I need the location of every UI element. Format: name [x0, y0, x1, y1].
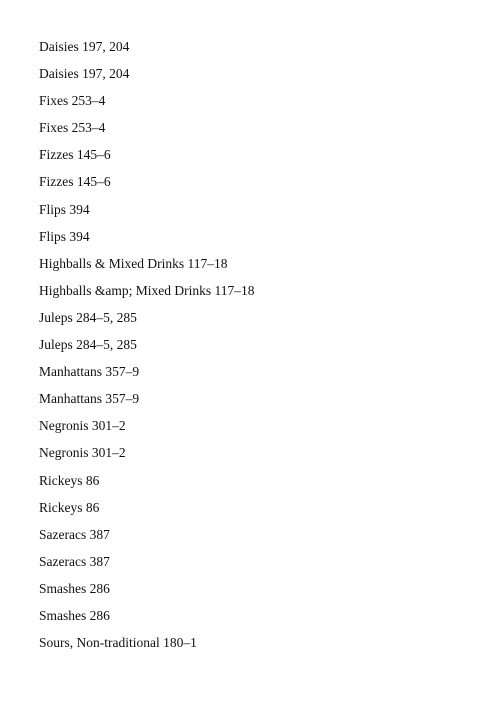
index-entry: Fixes 253–4: [39, 120, 106, 136]
index-entry: Rickeys 86: [39, 472, 100, 488]
index-entry: Juleps 284–5, 285: [39, 337, 137, 353]
index-entry: Smashes 286: [39, 580, 110, 596]
index-entry: Smashes 286: [39, 607, 110, 623]
index-entry: Flips 394: [39, 228, 90, 244]
index-entry: Negronis 301–2: [39, 418, 126, 434]
index-entry: Flips 394: [39, 201, 90, 217]
index-entry: Sazeracs 387: [39, 553, 110, 569]
index-entry: Manhattans 357–9: [39, 391, 140, 407]
index-entry: Sours, Non-traditional 180–1: [39, 635, 197, 651]
index-entry: Daisies 197, 204: [39, 66, 130, 82]
index-list: [39, 33, 255, 656]
index-entry: Negronis 301–2: [39, 445, 126, 461]
index-entry: Manhattans 357–9: [39, 364, 140, 380]
index-entry: Highballs & Mixed Drinks 117–18: [39, 255, 228, 271]
index-entry: Highballs &amp; Mixed Drinks 117–18: [39, 282, 255, 298]
index-entry: Daisies 197, 204: [39, 39, 130, 54]
index-entry: Sazeracs 387: [39, 526, 110, 542]
index-entry: Rickeys 86: [39, 499, 100, 515]
index-entry: Fizzes 145–6: [39, 174, 111, 190]
index-entry: Fizzes 145–6: [39, 147, 111, 163]
index-entry: Juleps 284–5, 285: [39, 309, 137, 325]
index-entry: Fixes 253–4: [39, 93, 106, 109]
